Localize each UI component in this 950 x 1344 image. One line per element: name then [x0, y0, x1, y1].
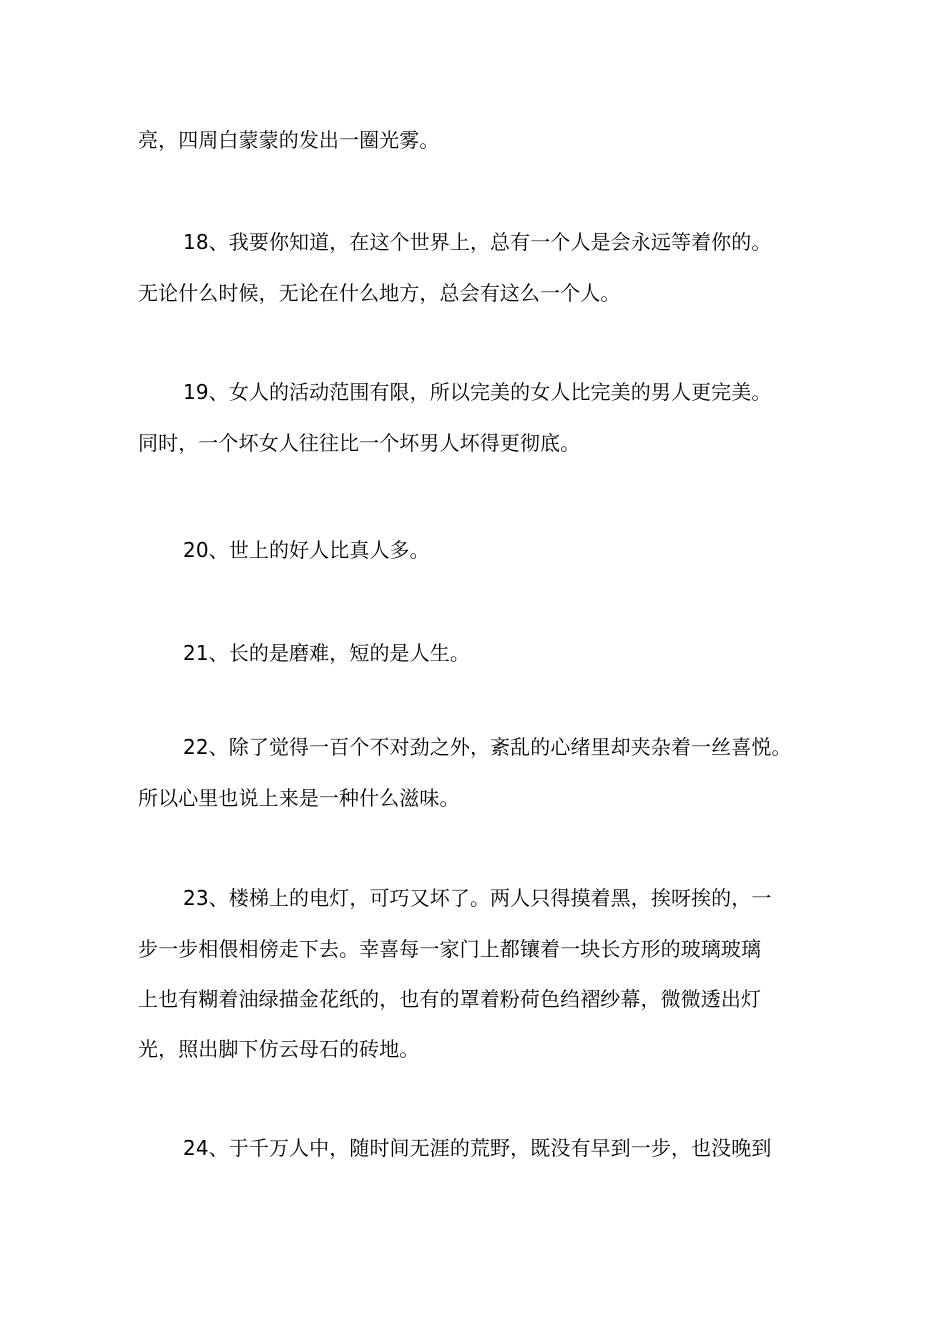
text-line: 步一步相偎相傍走下去。幸喜每一家门上都镶着一块长方形的玻璃玻璃: [138, 937, 762, 961]
text-line: 20、世上的好人比真人多。: [183, 538, 430, 562]
text-line: 23、楼梯上的电灯，可巧又坏了。两人只得摸着黑，挨呀挨的，一: [183, 886, 772, 910]
text-line: 上也有糊着油绿描金花纸的，也有的罩着粉荷色绉褶纱幕，微微透出灯: [138, 987, 762, 1011]
text-line: 18、我要你知道，在这个世界上，总有一个人是会永远等着你的。: [183, 230, 772, 254]
text-line: 21、长的是磨难，短的是人生。: [183, 641, 470, 665]
text-line: 同时，一个坏女人往往比一个坏男人坏得更彻底。: [138, 431, 581, 455]
text-line: 所以心里也说上来是一种什么滋味。: [138, 786, 460, 810]
text-line: 22、除了觉得一百个不对劲之外，紊乱的心绪里却夹杂着一丝喜悦。: [183, 735, 792, 759]
text-line: 19、女人的活动范围有限，所以完美的女人比完美的男人更完美。: [183, 380, 772, 404]
text-line: 亮，四周白蒙蒙的发出一圈光雾。: [138, 128, 440, 152]
text-line: 无论什么时候，无论在什么地方，总会有这么一个人。: [138, 281, 621, 305]
text-line: 24、于千万人中，随时间无涯的荒野，既没有早到一步，也没晚到: [183, 1136, 772, 1160]
text-line: 光，照出脚下仿云母石的砖地。: [138, 1037, 420, 1061]
